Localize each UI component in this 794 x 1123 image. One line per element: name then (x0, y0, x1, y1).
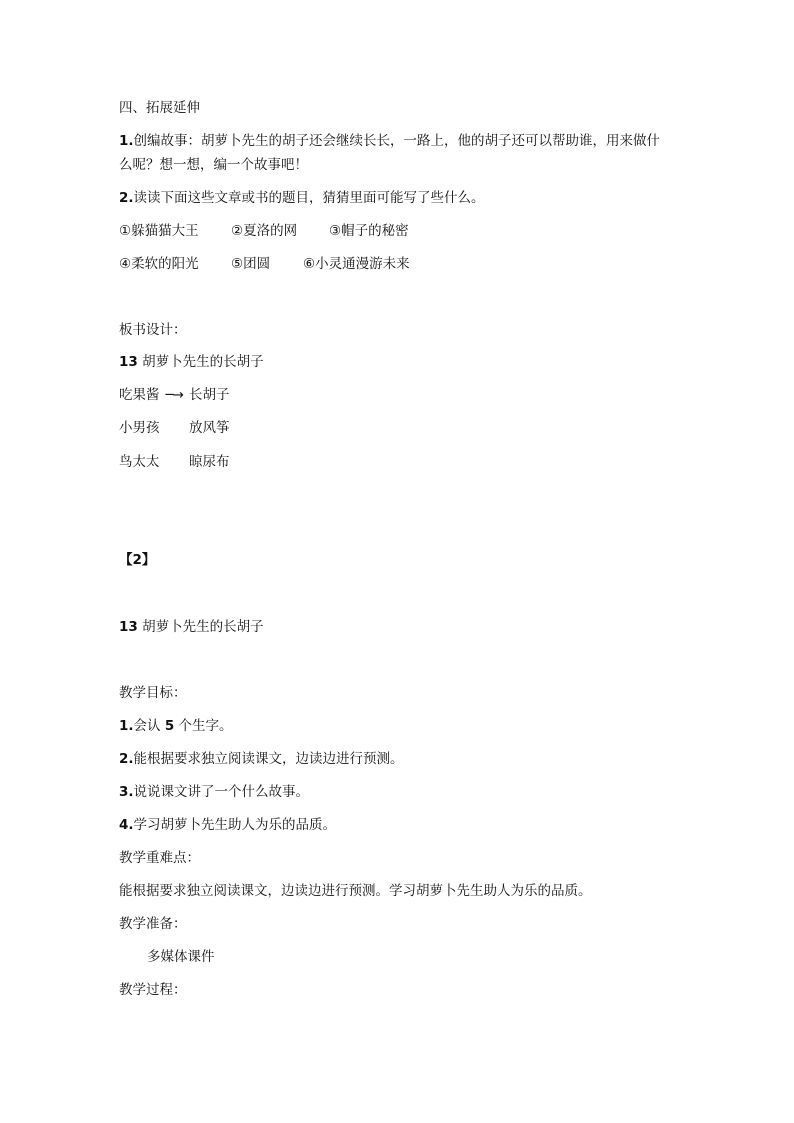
goal-text: 能根据要求独立阅读课文，边读边进行预测。 (133, 751, 404, 767)
goal-text: 学习胡萝卜先生助人为乐的品质。 (133, 817, 337, 833)
board-row-1 (119, 385, 229, 405)
item-2-text: 读读下面这些文章或书的题目，猜猜里面可能写了些什么。 (133, 190, 485, 206)
key-points-text: 能根据要求独立阅读课文，边读边进行预测。学习胡萝卜先生助人为乐的品质。 (119, 883, 592, 899)
goal-text: 会认 (133, 718, 165, 734)
key-points-label: 教学重难点： (119, 850, 200, 866)
board-label: 板书设计： (119, 322, 187, 338)
title-item: ①躲猫猫大王 (119, 223, 199, 239)
item-1-number: 1. (119, 133, 134, 149)
goal-item (119, 815, 336, 835)
goal-number: 2. (119, 751, 134, 767)
goal-item (119, 716, 233, 736)
item-1-lead: 创编故事 (133, 133, 188, 149)
item-1-line-1 (119, 131, 660, 151)
titles-row-1 (119, 221, 409, 241)
board-row-2-right: 放风筝 (189, 420, 230, 436)
section-heading: 四、拓展延伸 (119, 100, 200, 116)
process-label: 教学过程： (119, 982, 187, 998)
title-item: ⑥小灵通漫游未来 (303, 256, 410, 272)
lesson-title-text: 胡萝卜先生的长胡子 (142, 619, 264, 635)
title-item: ④柔软的阳光 (119, 256, 199, 272)
goal-item (119, 749, 404, 769)
board-title (119, 352, 264, 372)
section-marker: 【2】 (119, 552, 156, 568)
item-1-line-2: 么呢？想一想，编一个故事吧！ (119, 157, 308, 173)
board-row-1-left: 吃果酱 (119, 387, 160, 403)
item-1-text: ：胡萝卜先生的胡子还会继续长长，一路上，他的胡子还可以帮助谁，用来做什 (187, 133, 661, 149)
goal-text-end: 个生字。 (174, 718, 233, 734)
board-title-text: 胡萝卜先生的长胡子 (142, 354, 264, 370)
goal-number: 1. (119, 718, 134, 734)
preparation-text: 多媒体课件 (147, 949, 215, 965)
board-row-2-left: 小男孩 (119, 420, 160, 436)
lesson-title (119, 617, 264, 637)
item-2-number: 2. (119, 190, 134, 206)
title-item: ③帽子的秘密 (329, 223, 409, 239)
title-item: ②夏洛的网 (231, 223, 298, 239)
goals-label: 教学目标： (119, 685, 187, 701)
titles-row-2 (119, 254, 410, 274)
board-row-2 (119, 418, 230, 438)
goal-count: 5 (164, 718, 175, 734)
board-title-number: 13 (119, 354, 138, 370)
preparation-label: 教学准备： (119, 916, 187, 932)
item-2 (119, 188, 485, 208)
goal-item (119, 782, 309, 802)
goal-text: 说说课文讲了一个什么故事。 (133, 784, 310, 800)
goal-number: 3. (119, 784, 134, 800)
arrow-icon: ─→ (165, 387, 183, 403)
board-row-3-right: 晾尿布 (189, 454, 230, 470)
board-row-3 (119, 452, 230, 472)
board-row-3-left: 鸟太太 (119, 454, 160, 470)
lesson-title-number: 13 (119, 619, 138, 635)
title-item: ⑤团圆 (231, 256, 271, 272)
board-row-1-right: 长胡子 (188, 387, 230, 403)
goal-number: 4. (119, 817, 134, 833)
